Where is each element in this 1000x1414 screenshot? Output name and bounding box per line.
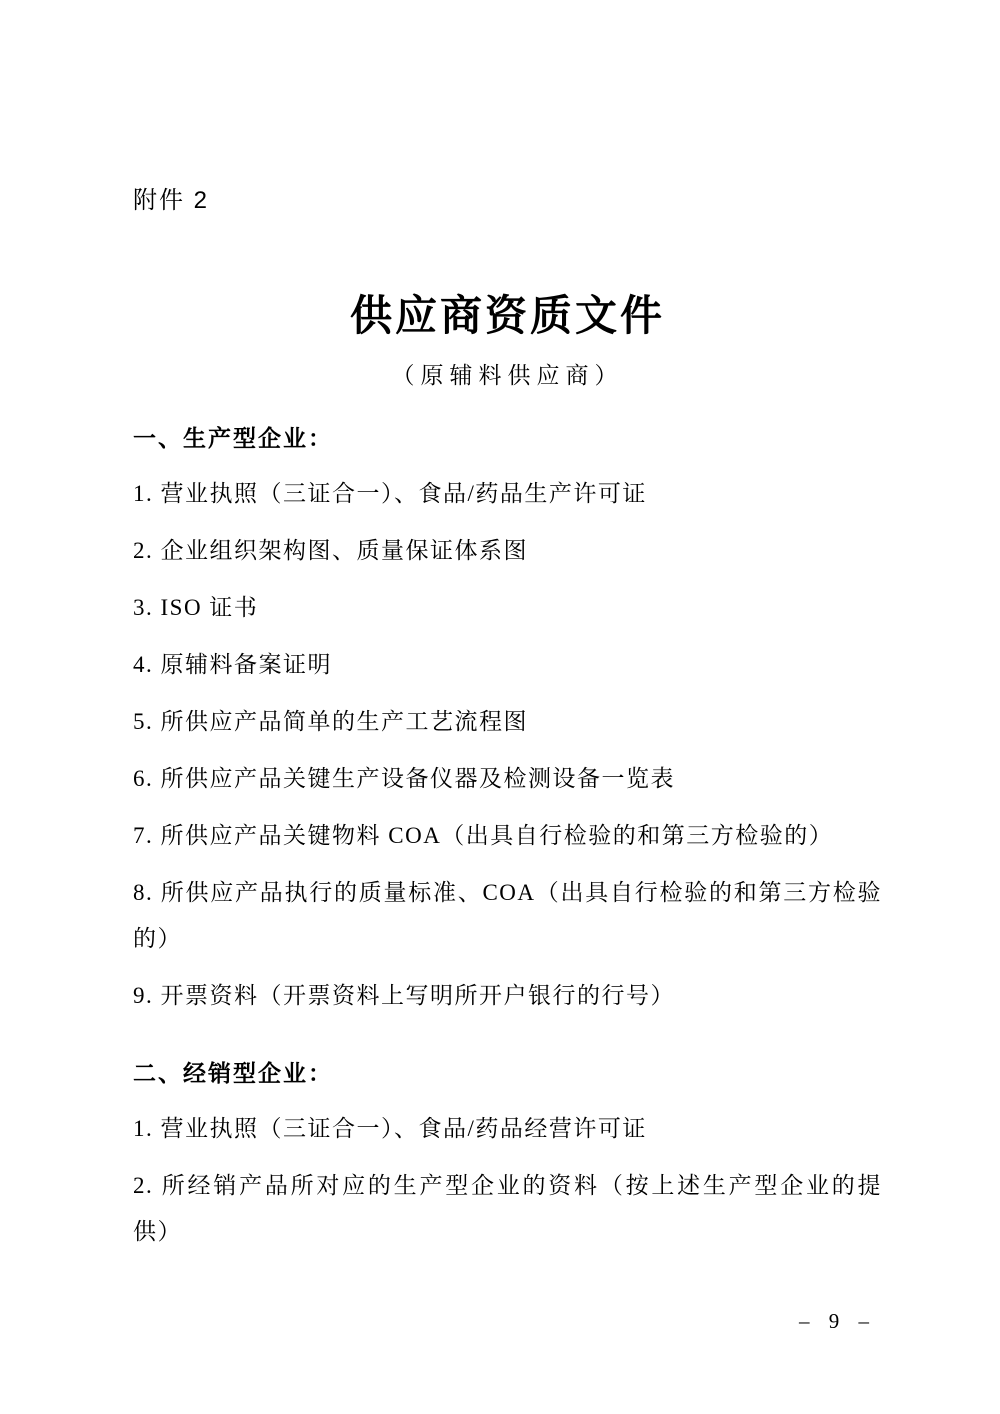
list-item: 7. 所供应产品关键物料 COA（出具自行检验的和第三方检验的） xyxy=(133,823,834,848)
list-item: 2. 所经销产品所对应的生产型企业的资料（按上述生产型企业的提供） xyxy=(133,1173,882,1244)
page-number: – 9 – xyxy=(799,1309,876,1333)
list-item: 6. 所供应产品关键生产设备仪器及检测设备一览表 xyxy=(133,766,675,791)
list-item: 9. 开票资料（开票资料上写明所开户银行的行号） xyxy=(133,983,675,1008)
attachment-label: 附件 2 xyxy=(133,187,210,214)
document-title: 供应商资质文件 xyxy=(349,294,665,340)
document-subtitle: （原辅料供应商） xyxy=(391,363,624,388)
list-item: 8. 所供应产品执行的质量标准、COA（出具自行检验的和第三方检验的） xyxy=(133,880,882,951)
section-heading-production-enterprise: 一、生产型企业： xyxy=(133,425,333,451)
section-heading-distribution-enterprise: 二、经销型企业： xyxy=(133,1060,333,1086)
list-item: 1. 营业执照（三证合一）、食品/药品生产许可证 xyxy=(133,481,647,506)
list-item: 1. 营业执照（三证合一）、食品/药品经营许可证 xyxy=(133,1116,647,1141)
list-item: 5. 所供应产品简单的生产工艺流程图 xyxy=(133,709,528,734)
list-item: 3. ISO 证书 xyxy=(133,595,259,620)
list-item: 2. 企业组织架构图、质量保证体系图 xyxy=(133,538,528,563)
list-item: 4. 原辅料备案证明 xyxy=(133,652,332,677)
